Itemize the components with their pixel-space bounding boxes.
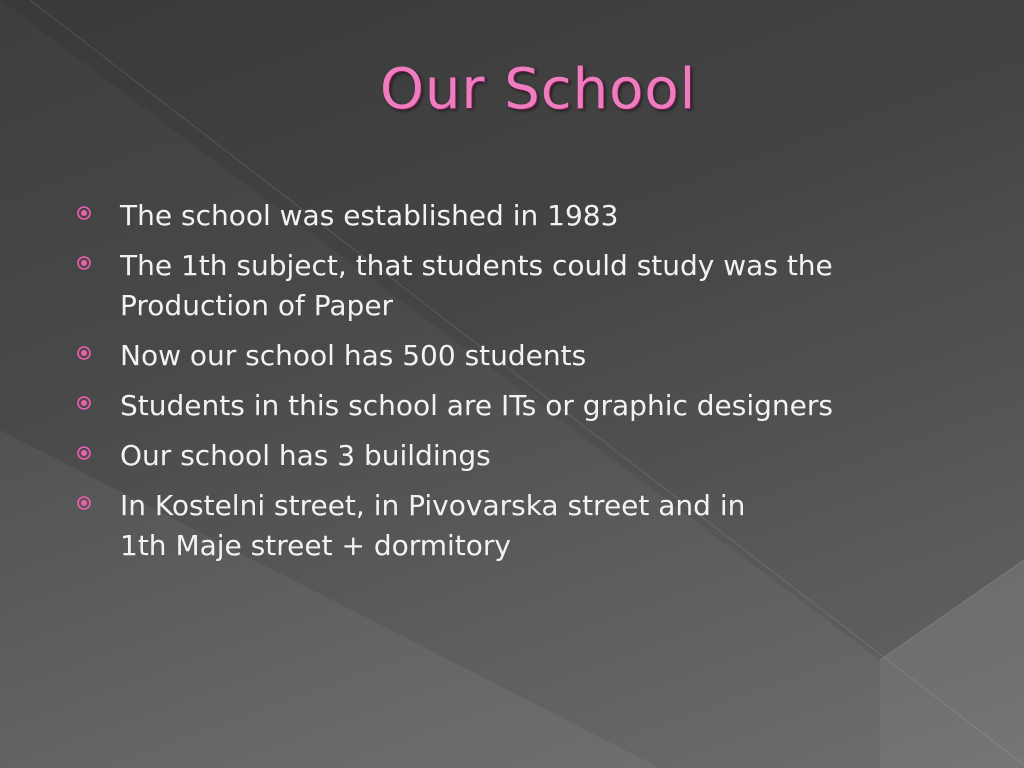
bullet-item: [70, 196, 970, 236]
bullet-item: [70, 336, 970, 376]
bullet-item: [70, 386, 970, 426]
circle-dot-bullet-icon: [77, 396, 91, 410]
bullet-text: Our school has 3 buildings: [120, 439, 491, 472]
bullet-text: In Kostelni street, in Pivovarska street and in 1th Maje street + dormitory: [120, 489, 746, 562]
bullet-item: [70, 246, 970, 326]
bullet-item: [70, 486, 970, 566]
slide-title: Our School: [379, 57, 697, 122]
circle-dot-bullet-icon: [77, 496, 91, 510]
bullet-text: The school was established in 1983: [120, 199, 619, 232]
bullet-text: Students in this school are ITs or graphic designers: [120, 389, 833, 422]
circle-dot-bullet-icon: [77, 346, 91, 360]
circle-dot-bullet-icon: [77, 256, 91, 270]
bullet-text: The 1th subject, that students could study was the Production of Paper: [120, 249, 833, 322]
circle-dot-bullet-icon: [77, 206, 91, 220]
bullet-item: [70, 436, 970, 476]
bullet-list: [70, 196, 970, 576]
circle-dot-bullet-icon: [77, 446, 91, 460]
bullet-text: Now our school has 500 students: [120, 339, 587, 372]
